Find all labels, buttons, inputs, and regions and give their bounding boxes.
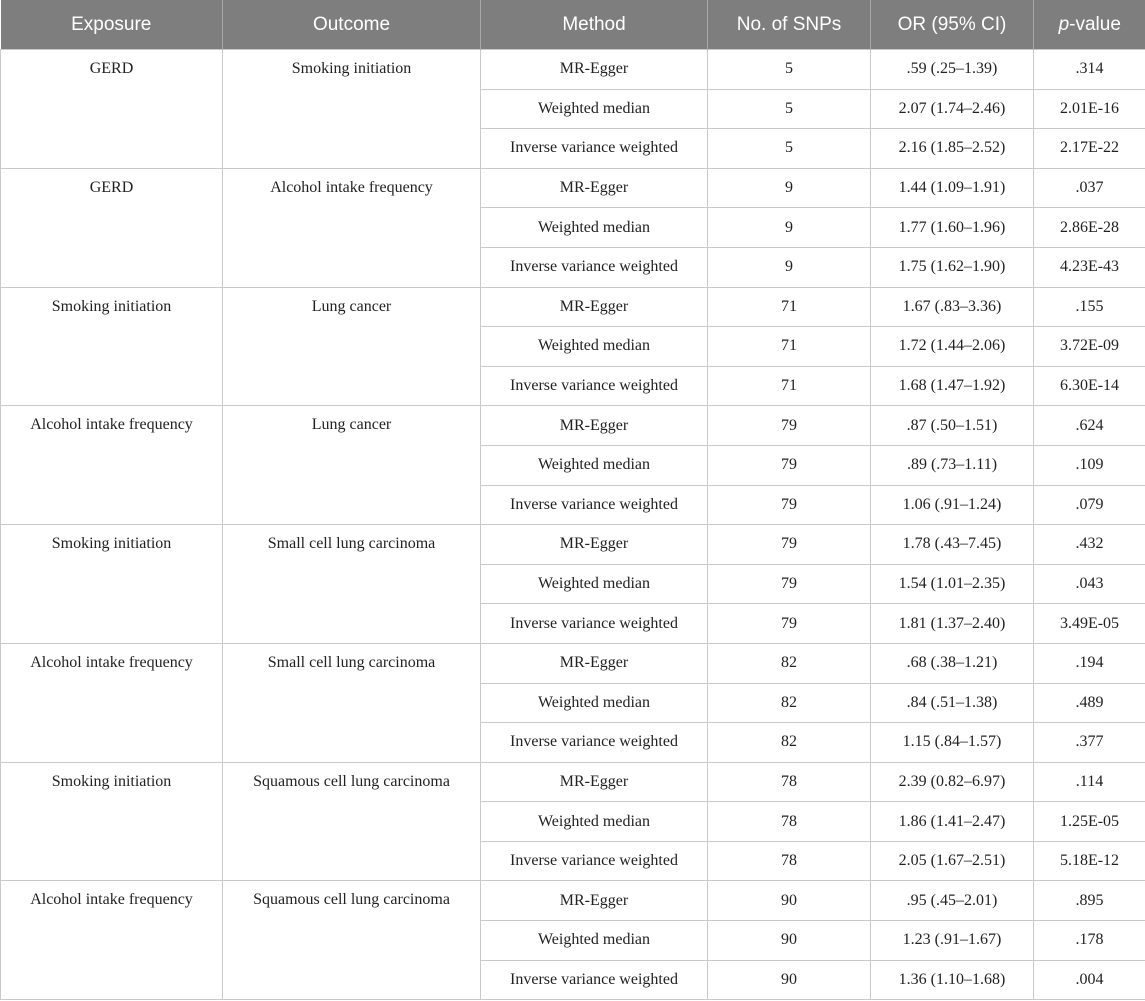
cell-p-value: .114 xyxy=(1034,762,1145,802)
cell-method: Weighted median xyxy=(481,327,708,367)
cell-or: 1.77 (1.60–1.96) xyxy=(871,208,1034,248)
cell-or: 1.44 (1.09–1.91) xyxy=(871,168,1034,208)
header-p-italic: p xyxy=(1058,13,1070,35)
cell-method: Inverse variance weighted xyxy=(481,485,708,525)
cell-snps: 79 xyxy=(708,485,871,525)
cell-p-value: 6.30E-14 xyxy=(1034,366,1145,406)
cell-p-value: 5.18E-12 xyxy=(1034,841,1145,881)
cell-method: Inverse variance weighted xyxy=(481,129,708,169)
cell-exposure: Alcohol intake frequency xyxy=(1,881,223,1000)
cell-p-value: 1.25E-05 xyxy=(1034,802,1145,842)
cell-method: Inverse variance weighted xyxy=(481,366,708,406)
cell-method: Weighted median xyxy=(481,208,708,248)
cell-method: Weighted median xyxy=(481,564,708,604)
cell-snps: 82 xyxy=(708,683,871,723)
cell-p-value: 4.23E-43 xyxy=(1034,247,1145,287)
header-row xyxy=(1,0,1145,50)
cell-or: .89 (.73–1.11) xyxy=(871,445,1034,485)
cell-or: 1.67 (.83–3.36) xyxy=(871,287,1034,327)
cell-method: Inverse variance weighted xyxy=(481,604,708,644)
cell-method: MR-Egger xyxy=(481,881,708,921)
cell-snps: 71 xyxy=(708,327,871,367)
cell-snps: 79 xyxy=(708,564,871,604)
cell-outcome: Smoking initiation xyxy=(223,50,481,169)
table-row xyxy=(1,525,1145,565)
cell-snps: 9 xyxy=(708,247,871,287)
cell-exposure: GERD xyxy=(1,50,223,169)
cell-outcome: Lung cancer xyxy=(223,287,481,406)
cell-snps: 5 xyxy=(708,50,871,90)
cell-method: MR-Egger xyxy=(481,525,708,565)
cell-p-value: .314 xyxy=(1034,50,1145,90)
cell-or: .68 (.38–1.21) xyxy=(871,643,1034,683)
cell-method: MR-Egger xyxy=(481,406,708,446)
table-row xyxy=(1,881,1145,921)
cell-outcome: Alcohol intake frequency xyxy=(223,168,481,287)
cell-or: 1.81 (1.37–2.40) xyxy=(871,604,1034,644)
cell-p-value: .079 xyxy=(1034,485,1145,525)
cell-outcome: Squamous cell lung carcinoma xyxy=(223,881,481,1000)
cell-p-value: .432 xyxy=(1034,525,1145,565)
cell-p-value: .037 xyxy=(1034,168,1145,208)
cell-or: 2.07 (1.74–2.46) xyxy=(871,89,1034,129)
cell-method: Inverse variance weighted xyxy=(481,841,708,881)
cell-p-value: .895 xyxy=(1034,881,1145,921)
header-snps: No. of SNPs xyxy=(708,0,871,50)
cell-p-value: .109 xyxy=(1034,445,1145,485)
cell-snps: 79 xyxy=(708,406,871,446)
cell-exposure: Smoking initiation xyxy=(1,762,223,881)
cell-snps: 79 xyxy=(708,445,871,485)
table-body xyxy=(1,50,1145,1000)
cell-snps: 9 xyxy=(708,168,871,208)
cell-snps: 78 xyxy=(708,762,871,802)
cell-or: 1.68 (1.47–1.92) xyxy=(871,366,1034,406)
cell-p-value: .377 xyxy=(1034,723,1145,763)
cell-or: .84 (.51–1.38) xyxy=(871,683,1034,723)
cell-snps: 82 xyxy=(708,723,871,763)
cell-snps: 90 xyxy=(708,921,871,961)
table-row xyxy=(1,287,1145,327)
cell-method: MR-Egger xyxy=(481,762,708,802)
cell-or: 2.16 (1.85–2.52) xyxy=(871,129,1034,169)
cell-snps: 71 xyxy=(708,287,871,327)
cell-p-value: 3.72E-09 xyxy=(1034,327,1145,367)
cell-outcome: Squamous cell lung carcinoma xyxy=(223,762,481,881)
header-p-suffix: -value xyxy=(1069,13,1121,35)
header-outcome: Outcome xyxy=(223,0,481,50)
cell-or: 1.23 (.91–1.67) xyxy=(871,921,1034,961)
header-exposure: Exposure xyxy=(1,0,223,50)
cell-method: Weighted median xyxy=(481,89,708,129)
cell-p-value: .624 xyxy=(1034,406,1145,446)
table-row xyxy=(1,168,1145,208)
cell-p-value: .155 xyxy=(1034,287,1145,327)
cell-method: Weighted median xyxy=(481,802,708,842)
header-or: OR (95% CI) xyxy=(871,0,1034,50)
cell-or: 1.78 (.43–7.45) xyxy=(871,525,1034,565)
cell-snps: 90 xyxy=(708,881,871,921)
cell-or: 1.54 (1.01–2.35) xyxy=(871,564,1034,604)
cell-method: MR-Egger xyxy=(481,643,708,683)
table-row xyxy=(1,50,1145,90)
cell-snps: 82 xyxy=(708,643,871,683)
cell-method: MR-Egger xyxy=(481,168,708,208)
cell-p-value: 2.17E-22 xyxy=(1034,129,1145,169)
cell-outcome: Small cell lung carcinoma xyxy=(223,525,481,644)
cell-p-value: .043 xyxy=(1034,564,1145,604)
table-row xyxy=(1,406,1145,446)
cell-or: 2.05 (1.67–2.51) xyxy=(871,841,1034,881)
cell-or: 2.39 (0.82–6.97) xyxy=(871,762,1034,802)
cell-or: .59 (.25–1.39) xyxy=(871,50,1034,90)
cell-exposure: GERD xyxy=(1,168,223,287)
cell-method: Weighted median xyxy=(481,921,708,961)
cell-p-value: .489 xyxy=(1034,683,1145,723)
cell-snps: 5 xyxy=(708,89,871,129)
cell-method: Inverse variance weighted xyxy=(481,960,708,1000)
cell-outcome: Small cell lung carcinoma xyxy=(223,643,481,762)
cell-snps: 79 xyxy=(708,604,871,644)
table-row xyxy=(1,643,1145,683)
cell-exposure: Alcohol intake frequency xyxy=(1,643,223,762)
cell-snps: 78 xyxy=(708,802,871,842)
cell-or: .95 (.45–2.01) xyxy=(871,881,1034,921)
header-p-value xyxy=(1034,0,1145,50)
cell-exposure: Smoking initiation xyxy=(1,287,223,406)
cell-p-value: 2.86E-28 xyxy=(1034,208,1145,248)
cell-snps: 79 xyxy=(708,525,871,565)
cell-snps: 5 xyxy=(708,129,871,169)
cell-or: 1.72 (1.44–2.06) xyxy=(871,327,1034,367)
cell-snps: 9 xyxy=(708,208,871,248)
cell-or: .87 (.50–1.51) xyxy=(871,406,1034,446)
cell-method: Weighted median xyxy=(481,445,708,485)
cell-snps: 78 xyxy=(708,841,871,881)
cell-exposure: Smoking initiation xyxy=(1,525,223,644)
cell-exposure: Alcohol intake frequency xyxy=(1,406,223,525)
cell-snps: 71 xyxy=(708,366,871,406)
cell-or: 1.75 (1.62–1.90) xyxy=(871,247,1034,287)
cell-method: MR-Egger xyxy=(481,50,708,90)
cell-p-value: .178 xyxy=(1034,921,1145,961)
cell-method: MR-Egger xyxy=(481,287,708,327)
cell-p-value: 2.01E-16 xyxy=(1034,89,1145,129)
table-row xyxy=(1,762,1145,802)
cell-method: Inverse variance weighted xyxy=(481,723,708,763)
cell-method: Weighted median xyxy=(481,683,708,723)
cell-or: 1.15 (.84–1.57) xyxy=(871,723,1034,763)
cell-snps: 90 xyxy=(708,960,871,1000)
cell-or: 1.06 (.91–1.24) xyxy=(871,485,1034,525)
cell-p-value: .004 xyxy=(1034,960,1145,1000)
cell-or: 1.36 (1.10–1.68) xyxy=(871,960,1034,1000)
cell-outcome: Lung cancer xyxy=(223,406,481,525)
cell-or: 1.86 (1.41–2.47) xyxy=(871,802,1034,842)
table-header xyxy=(1,0,1145,50)
cell-p-value: 3.49E-05 xyxy=(1034,604,1145,644)
cell-method: Inverse variance weighted xyxy=(481,247,708,287)
cell-p-value: .194 xyxy=(1034,643,1145,683)
header-method: Method xyxy=(481,0,708,50)
